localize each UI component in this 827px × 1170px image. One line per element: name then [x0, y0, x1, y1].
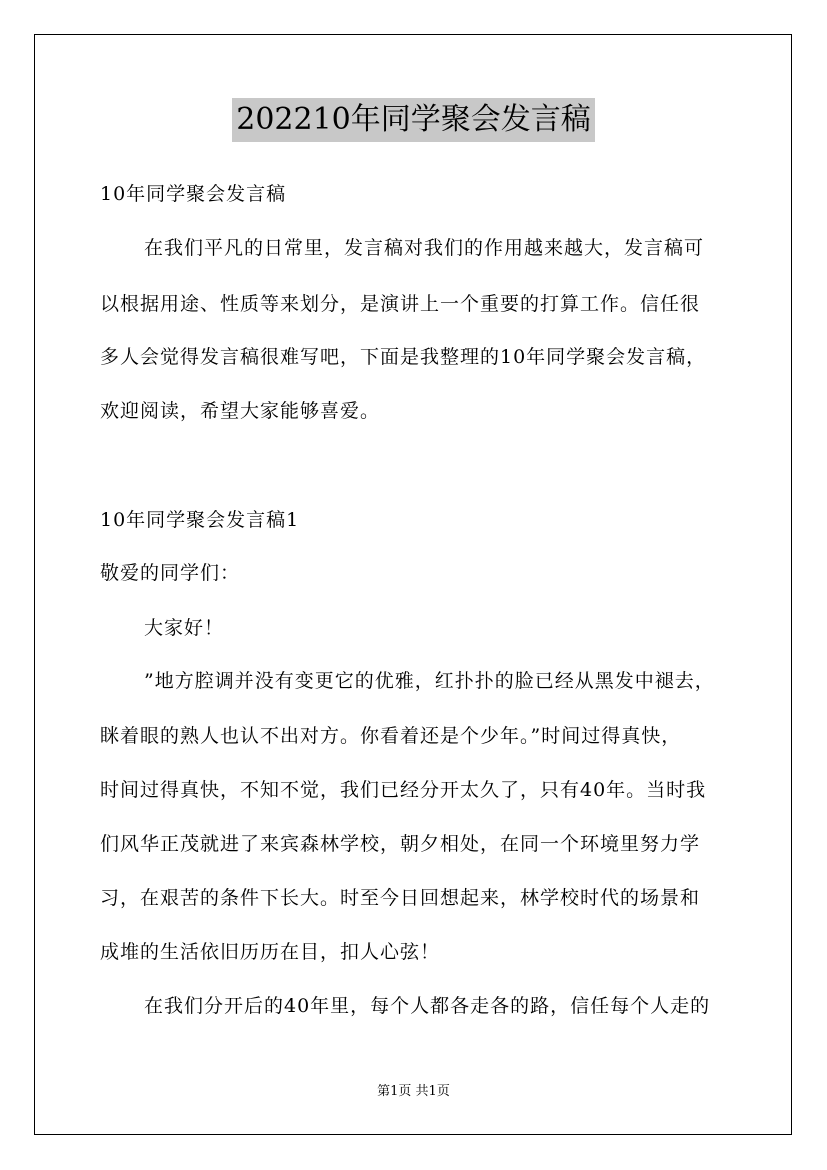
paragraph-line: 欢迎阅读，希望大家能够喜爱。 [100, 400, 381, 422]
paragraph-line: 以根据用途、性质等来划分，是演讲上一个重要的打算工作。信任很 [100, 293, 701, 315]
section-heading: 10年同学聚会发言稿1 [100, 509, 300, 531]
paragraph-line: ”地方腔调并没有变更它的优雅，红扑扑的脸已经从黑发中褪去， [144, 670, 715, 692]
paragraph-line: 成堆的生活依旧历历在目，扣人心弦！ [100, 941, 441, 963]
paragraph-line: 眯着眼的熟人也认不出对方。你看着还是个少年。”时间过得真快， [100, 725, 682, 747]
paragraph-line: 习，在艰苦的条件下长大。时至今日回想起来，林学校时代的场景和 [100, 887, 701, 909]
document-title: 202210年同学聚会发言稿 [232, 98, 595, 142]
greeting-line: 大家好！ [144, 617, 225, 639]
paragraph-line: 多人会觉得发言稿很难写吧，下面是我整理的10年同学聚会发言稿， [100, 346, 707, 368]
paragraph-line: 在我们分开后的40年里，每个人都各走各的路，信任每个人走的 [144, 995, 711, 1017]
subtitle-line: 10年同学聚会发言稿 [100, 183, 287, 205]
paragraph-line: 时间过得真快，不知不觉，我们已经分开太久了，只有40年。当时我 [100, 779, 707, 801]
title-container [0, 98, 827, 142]
greeting-line: 敬爱的同学们： [100, 562, 241, 584]
paragraph-line: 在我们平凡的日常里，发言稿对我们的作用越来越大，发言稿可 [144, 237, 705, 259]
page-footer: 第1页 共1页 [377, 1084, 450, 1099]
paragraph-line: 们风华正茂就进了来宾森林学校，朝夕相处，在同一个环境里努力学 [100, 833, 701, 855]
